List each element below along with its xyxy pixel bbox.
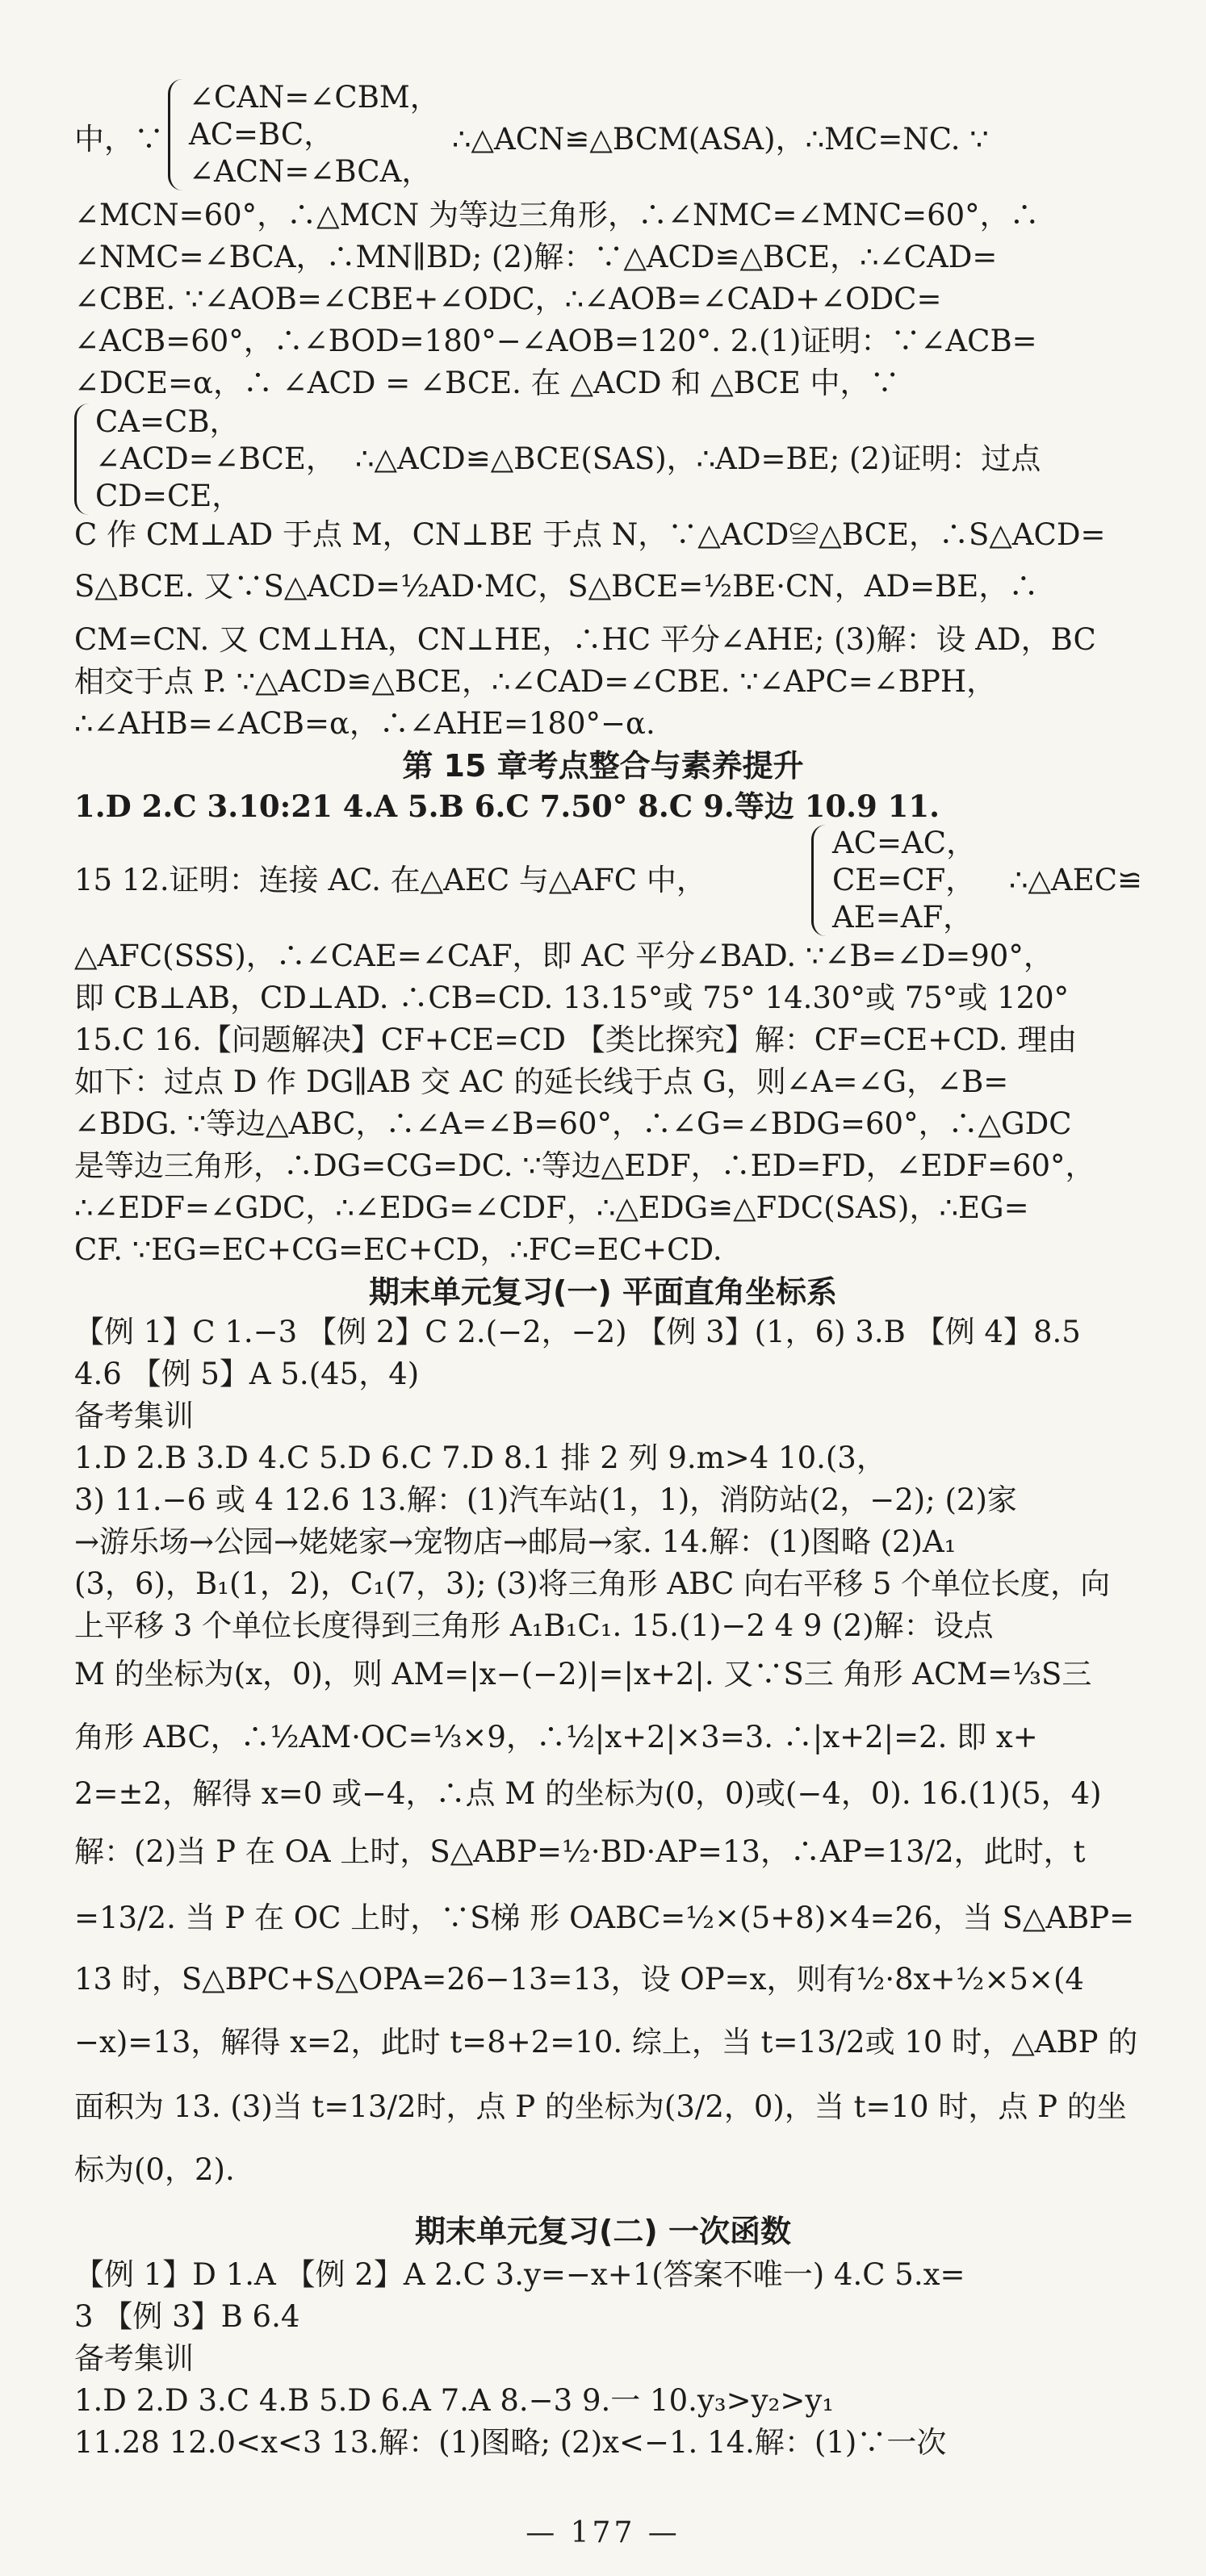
text-line: 【例 1】C 1.−3 【例 2】C 2.(−2，−2) 【例 3】(1，6) 3.B 【例 4】8.5 [74,1315,1081,1349]
condition-brace-1 [168,79,440,190]
text-line: 【例 1】D 1.A 【例 2】A 2.C 3.y=−x+1(答案不唯一) 4.C 5.x= [74,2257,965,2292]
text-line: C 作 CM⊥AD 于点 M，CN⊥BE 于点 N，∵△ACD≌△BCE，∴S△ACD= [74,517,1106,552]
text-line: 角形 ABC，∴½AM·OC=⅓×9，∴½|x+2|×3=3. ∴|x+2|=2. 即 x+ [74,1720,1038,1754]
text-line: 面积为 13. (3)当 t=13/2时，点 P 的坐标为(3/2，0)，当 t=10 时，点 P 的坐 [74,2089,1127,2124]
text-line: ∴△ACD≌△BCE(SAS)，∴AD=BE; (2)证明：过点 [355,441,1041,476]
text-line: 相交于点 P. ∵△ACD≌△BCE，∴∠CAD=∠CBE. ∵∠APC=∠BPH， [74,664,997,699]
text-line: 2=±2，解得 x=0 或−4，∴点 M 的坐标为(0，0)或(−4，0). 16.(1)(5，4) [74,1776,1102,1811]
text-line: (3，6)，B₁(1，2)，C₁(7，3); (3)将三角形 ABC 向右平移 5 个单位长度，向 [74,1566,1111,1601]
text-line: ∴∠AHB=∠ACB=α，∴∠AHE=180°−α. [74,706,655,741]
text-line: ∴∠EDF=∠GDC，∴∠EDG=∠CDF，∴△EDG≌△FDC(SAS)，∴EG= [74,1190,1029,1225]
condition-brace-3 [811,825,976,936]
text-line: CM=CN. 又 CM⊥HA，CN⊥HE，∴HC 平分∠AHE; (3)解：设 AD，BC [74,622,1096,657]
text-line: 是等边三角形，∴DG=CG=DC. ∵等边△EDF，∴ED=FD，∠EDF=60°， [74,1148,1095,1183]
text-line: 3) 11.−6 或 4 12.6 13.解：(1)汽车站(1，1)，消防站(2，−2); (2)家 [74,1482,1017,1517]
text-line: ∠NMC=∠BCA，∴MN∥BD; (2)解：∵△ACD≌△BCE，∴∠CAD= [74,240,998,274]
condition-brace-2 [74,404,336,515]
text-line: →游乐场→公园→姥姥家→宠物店→邮局→家. 14.解：(1)图略 (2)A₁ [74,1524,957,1559]
brace-row: AE=AF， [832,900,974,935]
brace-mark [74,404,93,515]
text-line: △AFC(SSS)，∴∠CAE=∠CAF，即 AC 平分∠BAD. ∵∠B=∠D=90°， [74,939,1053,973]
text-line: 1.D 2.C 3.10:21 4.A 5.B 6.C 7.50° 8.C 9.等边 10.9 11. [74,788,940,824]
brace-row: CE=CF， [832,863,976,897]
text-line: ∠BDG. ∵等边△ABC，∴∠A=∠B=60°，∴∠G=∠BDG=60°，∴△GDC [74,1106,1072,1141]
text-line: 解：(2)当 P 在 OA 上时，S△ABP=½·BD·AP=13，∴AP=13/2，此时，t [74,1834,1086,1869]
subsection-label: 备考集训 [74,2341,194,2376]
text-line: 4.6 【例 5】A 5.(45，4) [74,1357,420,1391]
brace-row: ∠ACD=∠BCE， [95,441,336,476]
text-line: 3 【例 3】B 6.4 [74,2299,300,2334]
brace-row: AC=BC， [189,117,334,152]
text-line: 11.28 12.0<x<3 13.解：(1)图略; (2)x<−1. 14.解：(1)∵一次 [74,2425,947,2460]
section-heading: 第 15 章考点整合与素养提升 [402,748,804,784]
text-line: 13 时，S△BPC+S△OPA=26−13=13，设 OP=x，则有½·8x+½×5×(4 [74,1962,1084,1997]
brace-mark [811,825,830,936]
text-line: =13/2. 当 P 在 OC 上时，∵S梯 形 OABC=½×(5+8)×4=26，当 S△ABP= [74,1901,1135,1935]
text-line: 如下：过点 D 作 DG∥AB 交 AC 的延长线于点 G，则∠A=∠G，∠B= [74,1064,1009,1099]
text-line: 1.D 2.D 3.C 4.B 5.D 6.A 7.A 8.−3 9.一 10.y₃>y₂>y₁ [74,2383,835,2418]
subsection-label: 备考集训 [74,1399,194,1433]
text-line: S△BCE. 又∵S△ACD=½AD·MC，S△BCE=½BE·CN，AD=BE，∴ [74,569,1039,604]
text-line: ∴△ACN≌△BCM(ASA)，∴MC=NC. ∵ [452,122,989,157]
text-line: M 的坐标为(x，0)，则 AM=|x−(−2)|=|x+2|. 又∵S三 角形 ACM=⅓S三 [74,1657,1092,1692]
page-number: — 177 — [526,2516,680,2549]
brace-row: CD=CE， [95,479,242,513]
text-line: ∠DCE=α，∴ ∠ACD = ∠BCE. 在 △ACD 和 △BCE 中，∵ [74,366,900,400]
text-line: −x)=13，解得 x=2，此时 t=8+2=10. 综上，当 t=13/2或 10 时，△ABP 的 [74,2025,1138,2060]
brace-row: ∠CAN=∠CBM， [189,80,440,115]
text-line: 即 CB⊥AB，CD⊥AD. ∴CB=CD. 13.15°或 75° 14.30°或 75°或 120° [74,981,1070,1015]
section-heading: 期末单元复习(二) 一次函数 [415,2214,791,2249]
text-line: ∠MCN=60°，∴△MCN 为等边三角形，∴∠NMC=∠MNC=60°，∴ [74,198,1040,232]
text-line: 15.C 16.【问题解决】CF+CE=CD 【类比探究】解：CF=CE+CD. 理由 [74,1022,1078,1057]
text-line: ∴△AEC≌ [1009,863,1143,897]
text-line: 1.D 2.B 3.D 4.C 5.D 6.C 7.D 8.1 排 2 列 9.m>4 10.(3， [74,1441,886,1475]
text-line: 标为(0，2). [74,2152,235,2187]
text-line: 15 12.证明：连接 AC. 在△AEC 与△AFC 中， [74,863,706,897]
text-line: 上平移 3 个单位长度得到三角形 A₁B₁C₁. 15.(1)−2 4 9 (2)解：设点 [74,1608,994,1643]
text-line: ∠ACB=60°，∴∠BOD=180°−∠AOB=120°. 2.(1)证明：∵∠ACB= [74,324,1037,358]
section-heading: 期末单元复习(一) 平面直角坐标系 [369,1274,837,1310]
text-line: 中，∵ [74,122,164,157]
brace-row: CA=CB， [95,404,240,439]
brace-row: ∠ACN=∠BCA， [189,154,432,189]
text-line: ∠CBE. ∵∠AOB=∠CBE+∠ODC，∴∠AOB=∠CAD+∠ODC= [74,282,942,316]
brace-row: AC=AC， [832,826,977,860]
text-line: CF. ∵EG=EC+CG=EC+CD，∴FC=EC+CD. [74,1232,722,1267]
